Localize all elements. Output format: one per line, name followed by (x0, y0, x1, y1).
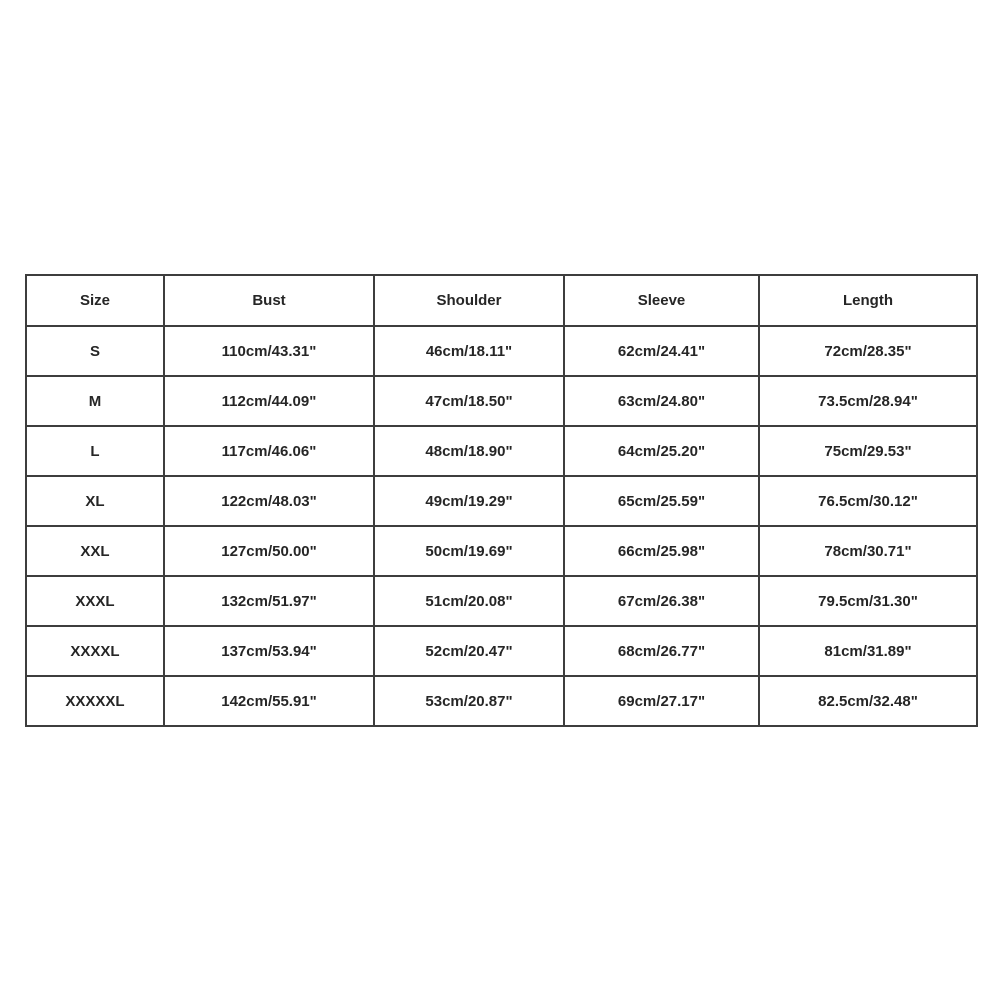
sleeve-cell: 68cm/26.77" (564, 626, 759, 676)
sleeve-cell: 65cm/25.59" (564, 476, 759, 526)
table-row-l (26, 426, 977, 476)
bust-cell: 127cm/50.00" (164, 526, 374, 576)
size-cell: XXL (26, 526, 164, 576)
shoulder-cell: 48cm/18.90" (374, 426, 564, 476)
shoulder-cell: 52cm/20.47" (374, 626, 564, 676)
size-cell: XL (26, 476, 164, 526)
sleeve-cell: 67cm/26.38" (564, 576, 759, 626)
size-cell: L (26, 426, 164, 476)
shoulder-cell: 47cm/18.50" (374, 376, 564, 426)
sleeve-cell: 69cm/27.17" (564, 676, 759, 726)
shoulder-cell: 50cm/19.69" (374, 526, 564, 576)
shoulder-cell: 51cm/20.08" (374, 576, 564, 626)
header-row (26, 275, 977, 326)
sleeve-cell: 63cm/24.80" (564, 376, 759, 426)
length-cell: 79.5cm/31.30" (759, 576, 977, 626)
table-row-s (26, 326, 977, 376)
length-cell: 73.5cm/28.94" (759, 376, 977, 426)
size-cell: S (26, 326, 164, 376)
length-cell: 72cm/28.35" (759, 326, 977, 376)
size-chart (25, 274, 976, 727)
bust-cell: 132cm/51.97" (164, 576, 374, 626)
shoulder-cell: 46cm/18.11" (374, 326, 564, 376)
table-row-m (26, 376, 977, 426)
bust-cell: 122cm/48.03" (164, 476, 374, 526)
table-row-xxxxxl (26, 676, 977, 726)
shoulder-cell: 49cm/19.29" (374, 476, 564, 526)
size-cell: XXXL (26, 576, 164, 626)
column-header-shoulder: Shoulder (374, 275, 564, 326)
table-row-xxl (26, 526, 977, 576)
size-cell: XXXXL (26, 626, 164, 676)
table-row-xl (26, 476, 977, 526)
length-cell: 81cm/31.89" (759, 626, 977, 676)
bust-cell: 137cm/53.94" (164, 626, 374, 676)
bust-cell: 142cm/55.91" (164, 676, 374, 726)
bust-cell: 117cm/46.06" (164, 426, 374, 476)
sleeve-cell: 66cm/25.98" (564, 526, 759, 576)
size-cell: XXXXXL (26, 676, 164, 726)
size-cell: M (26, 376, 164, 426)
table-row-xxxxl (26, 626, 977, 676)
column-header-length: Length (759, 275, 977, 326)
column-header-sleeve: Sleeve (564, 275, 759, 326)
table-row-xxxl (26, 576, 977, 626)
length-cell: 75cm/29.53" (759, 426, 977, 476)
sleeve-cell: 64cm/25.20" (564, 426, 759, 476)
column-header-size: Size (26, 275, 164, 326)
bust-cell: 110cm/43.31" (164, 326, 374, 376)
column-header-bust: Bust (164, 275, 374, 326)
length-cell: 82.5cm/32.48" (759, 676, 977, 726)
length-cell: 76.5cm/30.12" (759, 476, 977, 526)
sleeve-cell: 62cm/24.41" (564, 326, 759, 376)
length-cell: 78cm/30.71" (759, 526, 977, 576)
bust-cell: 112cm/44.09" (164, 376, 374, 426)
size-chart-table (25, 274, 978, 727)
shoulder-cell: 53cm/20.87" (374, 676, 564, 726)
